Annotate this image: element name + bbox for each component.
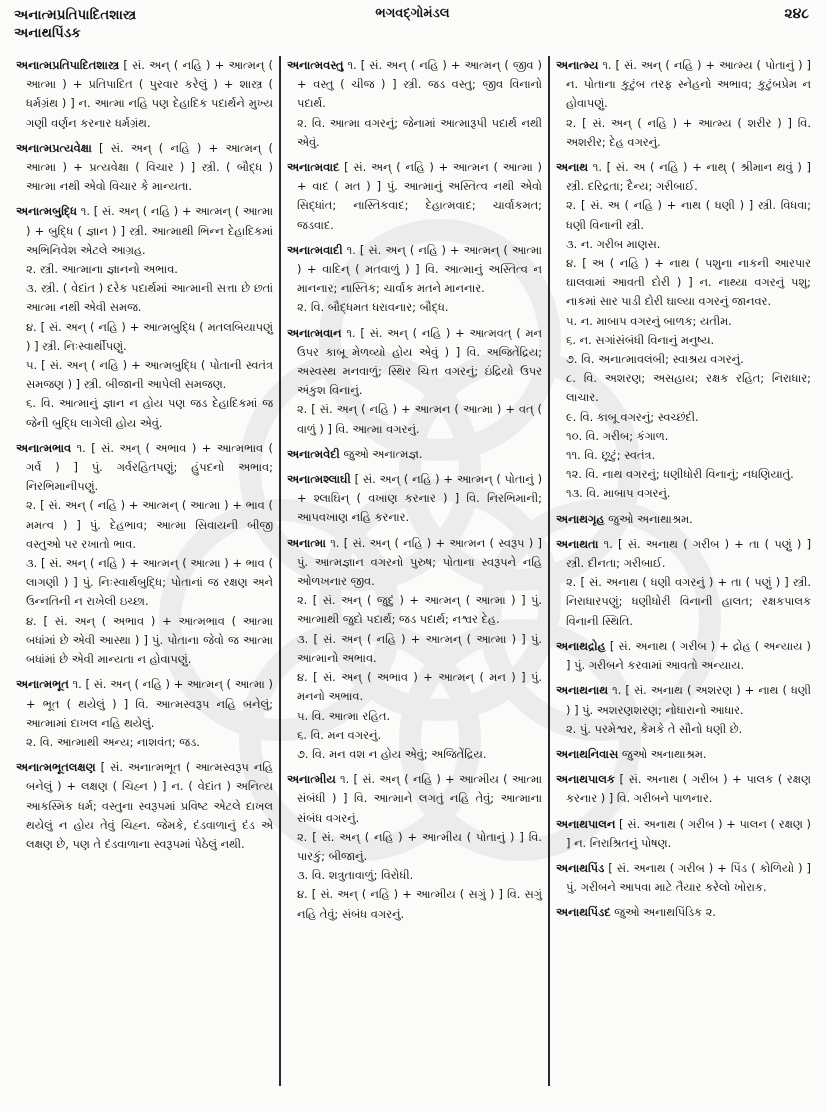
entry-sense — [287, 828, 542, 866]
sense-text: ૨. [ સં. અન્ ( નહિ ) + આત્મીય ( પોતાનું ) ] વિ. પારકું; બીજાનું. — [297, 829, 542, 863]
entry-headword: અનાથપાલક — [556, 772, 615, 787]
entry-first-sense — [16, 56, 273, 133]
entry-first-sense — [556, 535, 811, 573]
entry-first-sense — [556, 815, 811, 853]
entry-headword: અનાથતા — [556, 536, 599, 551]
sense-text: ૨. પું. પરમેશ્વર, કેમકે તે સૌનો ધણી છે. — [566, 721, 743, 736]
sense-text: ૧. [ સં. અન્ ( અભાવ ) + આત્મભાવ ( ગર્વ ) ] પું. ગર્વરહિતપણું; હુંપદનો અભાવ; નિરભિમાનીપણું. — [26, 440, 273, 494]
sense-text: ૧. [ સં. અન્ ( નહિ ) + આત્મ્ય ( પોતાનું ) ] ન. પોતાના કુટુંબ તરફ સ્નેહનો અભાવ; કુટુંબપ્રેમ ન હોવાપણું. — [566, 58, 812, 111]
sense-text: ૧. [ સં. અન્ ( નહિ ) + આત્મન્ ( આત્મા ) + વાદિન્ ( મતવાળું ) ] વિ. આત્માનું અસ્તિત્વ ન માનનાર; નાસ્તિક; ચાર્વાક મતને માનનાર. — [297, 242, 542, 296]
entry-first-sense — [287, 241, 542, 299]
dictionary-entry — [287, 158, 542, 235]
sense-text: [ સં. અનાથ ( ગરીબ ) + દ્રોહ ( અન્યાય ) ] પું. ગરીબને કરવામાં આવતો અન્યાય. — [566, 638, 811, 673]
page-number: ૨૪૮ — [784, 6, 809, 22]
entry-first-sense — [287, 158, 542, 235]
sense-text: [ સં. અન્ ( નહિ ) + આત્મન ( આત્મા ) + વાદ ( મત ) ] પું. આત્માનું અસ્તિત્વ નથી એવો સિદ્ધાંત; નાસ્તિકવાદ; દેહાત્મવાદ; ચાર્વાકમત; જડવાદ. — [297, 160, 543, 232]
entry-sense — [556, 446, 811, 465]
sense-text: [ સં. અન્ ( નહિ ) + આત્મન્ ( આત્મા ) + પ્રત્યવેક્ષા ( વિચાર ) ] સ્ત્રી. ( બૌદ્ધ ) આત્મા નથી એવો વિચાર કે માન્યતા. — [26, 140, 273, 194]
guide-word-first: અનાત્મપ્રતિપાદિતશાસ્ત્ર — [14, 7, 137, 23]
entry-first-sense — [287, 445, 542, 464]
entry-first-sense — [16, 202, 273, 260]
entry-sense — [556, 408, 811, 427]
sense-text: ૪. [ સં. અન્ ( નહિ ) + આત્મીય ( સગું ) ] વિ. સગું નહિ તેવું; સંબંધ વગરનું. — [297, 887, 542, 921]
sense-text: ૪. [ સં. અન્ ( નહિ ) + આત્મબુદ્ધિ ( મતલબિયાપણું ) ] સ્ત્રી. નિઃસ્વાર્થીપણું. — [26, 319, 273, 353]
dictionary-entry — [556, 56, 811, 152]
entry-headword: અનાત્મવાદ — [287, 160, 340, 175]
entry-first-sense — [556, 903, 811, 922]
sense-text: [ સં. અનાત્મભૂત ( આત્મસ્વરૂપ નહિ બનેલું ) + લક્ષણ ( ચિહ્ન ) ] ન. ( વેદાંત ) અનિત્ય આકસ્મિક ધર્મ; વસ્તુના સ્વરૂપમાં પ્રવિષ્ટ એટલે દાખલ થયેલું ન હોય તેવું ચિહ્ન. જેમકે, દંડવાળાનું દંડ એ લક્ષણ છે, પણ તે દંડવાળાના સ્વરૂપમાં પેઠેલું નથી. — [26, 760, 273, 851]
dictionary-entry — [287, 241, 542, 318]
page-header — [0, 0, 825, 56]
dictionary-entry — [556, 745, 811, 764]
entry-first-sense — [556, 770, 811, 808]
entry-sense — [556, 331, 811, 350]
entry-headword: અનાત્મપ્રતિપાદિતશાસ્ત્ર — [16, 58, 120, 72]
entry-sense — [556, 369, 811, 407]
sense-text: ૪. [ સં. અન્ ( અભાવ ) + આત્મભાવ ( આત્મા બધાંમાં છે એવી આસ્થા ) ] પું. પોતાના જેવો જ આત્મા બધાંમાં છે એવી માન્યતા ન હોવાપણું. — [26, 613, 273, 667]
dictionary-entry — [16, 439, 273, 669]
entry-first-sense — [287, 56, 542, 114]
entry-first-sense — [556, 510, 811, 529]
column-3 — [548, 56, 817, 1086]
sense-text: ૫. [ સં. અન્ ( નહિ ) + આત્મબુદ્ધિ ( પોતાની સ્વતંત્ર સમજણ ) ] સ્ત્રી. બીજાની આપેલી સમજણ. — [26, 358, 273, 392]
entry-sense — [16, 394, 273, 432]
entry-headword: અનાત્મવેદી — [287, 446, 340, 461]
sense-text: ૨. [ સં. અન્ ( નહિ ) + આત્મન્ ( આત્મા ) + ભાવ ( મમત્વ ) ] પું. દેહભાવ; આત્મા સિવાયની બીજી વસ્તુઓ પર રખાતો ભાવ. — [26, 498, 273, 551]
entry-headword: અનાત્મીય — [287, 772, 336, 787]
sense-text: ૨. [ સં. અન્ ( નહિ ) + આત્મન ( આત્મા ) + વત્ ( વાળું ) ] વિ. આત્મા વગરનું. — [297, 402, 542, 436]
sense-text: ૨. [ સં. અન્ ( નહિ ) + આત્મ્ય ( શરીર ) ] વિ. અશરીર; દેહ વગરનું. — [566, 115, 811, 149]
dictionary-entry — [287, 470, 542, 528]
sense-text: ૩. ન. ગરીબ માણસ. — [566, 236, 661, 251]
entry-sense — [287, 298, 542, 317]
entry-first-sense — [287, 534, 542, 592]
dictionary-columns — [10, 56, 818, 1086]
entry-headword: અનાથગૃહ — [556, 511, 605, 526]
sense-text: [ સં. અન્ ( નહિ ) + આત્મન્ ( આત્મા ) + પ્રતિપાદિત ( પુરવાર કરેલું ) + શાસ્ત્ર ( ધર્મગ્રંથ ) ] ન. આત્મા નહિ પણ દેહાદિક પદાર્થને મુખ્ય ગણી વર્ણન કરનાર ધર્મગ્રંથ. — [26, 58, 274, 130]
entry-first-sense — [287, 470, 542, 528]
entry-sense — [556, 235, 811, 254]
entry-headword: અનાત્મવાદી — [287, 242, 343, 257]
sense-text: ૧. [ સં. અ ( નહિ ) + નાથ્ ( શ્રીમાન થવું ) ] સ્ત્રી. દરિદ્રતા; દૈન્ય; ગરીબાઈ. — [566, 160, 811, 194]
dictionary-entry — [556, 903, 811, 922]
entry-headword: અનાત્મપ્રત્યવેક્ષા — [16, 140, 92, 155]
entry-headword: અનાત્મવાન — [287, 325, 342, 340]
sense-text: ૫. ન. માબાપ વગરનું બાળક; યતીમ. — [566, 313, 732, 328]
sense-text: ૧૧. વિ. છૂટું; સ્વતંત્ર. — [566, 448, 656, 463]
sense-text: ૪. [ અ ( નહિ ) + નાથ ( પશુના નાકની આરપાર ઘાલવામાં આવતી દોરી ) ] ન. નાથ્યા વગરનું પશુ; નાકમાં સાર પાડી દોરી ઘાલ્યા વગરનું જાનવર. — [566, 256, 811, 309]
entry-first-sense — [556, 745, 811, 764]
sense-text: [ સં. અનાથ ( ગરીબ ) + પિંડ ( કોળિયો ) ] પું. ગરીબને આપવા માટે તૈયાર કરેલો ખોરાક. — [566, 860, 811, 895]
sense-text: ૪. [ સં. અન્ ( અભાવ ) + આત્મન્ ( મન ) ] પું. મનનો અભાવ. — [297, 670, 542, 704]
dictionary-entry — [556, 158, 811, 504]
entry-first-sense — [556, 56, 811, 114]
dictionary-entry — [16, 56, 273, 133]
sense-text: ૬. વિ. આત્માનું જ્ઞાન ન હોય પણ જડ દેહાદિકમાં જ જેની બુદ્ધિ લાગેલી હોય એવું. — [26, 396, 273, 430]
sense-text: ૧. [ સં. અન્ ( નહિ ) + આત્મન્ ( આત્મા ) + બુદ્ધિ ( જ્ઞાન ) ] સ્ત્રી. આત્માથી ભિન્ન દેહાદિકમાં અભિનિવેશ એટલે આગ્રહ. — [26, 204, 273, 257]
entry-sense — [556, 484, 811, 503]
entry-first-sense — [556, 158, 811, 196]
entry-sense — [287, 668, 542, 706]
sense-text: [ સં. અન્ ( નહિ ) + આત્મન્ ( પોતાનું ) + શ્લાઘિન્ ( વખાણ કરનાર ) ] વિ. નિરભિમાની; આપવખાણ નહિ કરનાર. — [297, 472, 543, 525]
sense-text: ૧૩. વિ. માબાપ વગરનું. — [566, 486, 671, 501]
entry-sense — [556, 720, 811, 739]
dictionary-entry — [287, 534, 542, 764]
column-2 — [279, 56, 548, 1086]
dictionary-entry — [556, 535, 811, 631]
entry-headword: અનાથનિવાસ — [556, 746, 619, 761]
entry-headword: અનાત્મભૂતલક્ષણ — [16, 760, 96, 775]
sense-text: ૨. વિ. બૌદ્ધમત ધરાવનાર; બૌદ્ધ. — [297, 300, 449, 315]
entry-sense — [556, 114, 811, 152]
dictionary-entry — [287, 770, 542, 924]
entry-first-sense — [16, 675, 273, 733]
sense-text: ૧. [ સં. અન્ ( નહિ ) + આત્મીય ( આત્મા સંબંધી ) ] વિ. આત્માને લગતું નહિ તેવું; આત્માના સંબંધ વગરનું. — [297, 772, 543, 825]
book-title: ભગવદ્ગોમંડલ — [375, 6, 450, 21]
entry-first-sense — [287, 770, 542, 828]
sense-text: ૧૦. વિ. ગરીબ; કંગાળ. — [566, 428, 669, 443]
sense-text: ૨. [ સં. અન્ ( જુદું ) + આત્મન્ ( આત્મા ) ] પું. આત્માથી જુદો પદાર્થ; જડ પદાર્થ; નશ્વર દેહ. — [297, 593, 542, 627]
entry-sense — [287, 400, 542, 438]
sense-text: જુઓ અનાથાશ્રમ. — [621, 746, 707, 761]
entry-headword: અનાથનાથ — [556, 683, 609, 698]
sense-text: ૭. વિ. મન વશ ન હોય એવું; અજિતેંદ્રિય. — [297, 746, 487, 761]
sense-text: ૬. ન. સગાંસંબંધી વિનાનું મનુષ્ય. — [566, 332, 715, 347]
dictionary-entry — [16, 202, 273, 432]
entry-headword: અનાત્મવસ્તુ — [287, 58, 344, 72]
entry-sense — [287, 745, 542, 764]
entry-first-sense — [556, 859, 811, 897]
entry-sense — [287, 885, 542, 923]
entry-first-sense — [556, 681, 811, 719]
dictionary-entry — [287, 445, 542, 464]
entry-sense — [16, 554, 273, 612]
dictionary-entry — [287, 324, 542, 439]
sense-text: ૧. [ સં. અન્ ( નહિ ) + આત્મન ( સ્વરૂપ ) ] પું. આત્મજ્ઞાન વગરનો પુરુષ; પોતાના સ્વરૂપને નહિ ઓળખનાર જીવ. — [297, 535, 542, 589]
sense-text: ૩. વિ. શત્રુતાવાળું; વિરોધી. — [297, 868, 414, 883]
entry-first-sense — [287, 324, 542, 401]
entry-sense — [556, 350, 811, 369]
sense-text: ૨. સ્ત્રી. આત્માના જ્ઞાનનો અભાવ. — [26, 262, 178, 277]
sense-text: ૩. [ સં. અન્ ( નહિ ) + આત્મન્ ( આત્મા ) + ભાવ ( લાગણી ) ] પું. નિઃસ્વાર્થબુદ્ધિ; પોતાનાં જ રક્ષણ અને ઉન્નતિની ન રાખેલી ઇચ્છા. — [26, 556, 273, 609]
sense-text: ૧. [ સં. અનાથ ( અશરણ ) + નાથ ( ધણી ) ] પું. અશરણશરણ; નોધારાનો આધાર. — [566, 683, 811, 717]
entry-headword: અનાત્મબુદ્ધિ — [16, 204, 78, 219]
sense-text: [ સં. અનાથ ( ગરીબ ) + પાલક ( રક્ષણ કરનાર ) ] વિ. ગરીબને પાળનાર. — [566, 772, 811, 806]
dictionary-entry — [556, 770, 811, 808]
entry-sense — [287, 707, 542, 726]
sense-text: ૧૨. વિ. નાથ વગરનું; ધણીધોરી વિનાનું; નધણિયાતું. — [566, 467, 794, 482]
sense-text: ૨. વિ. આત્મા વગરનું; જેનામાં આત્મારૂપી પદાર્થ નથી એવું. — [297, 115, 542, 149]
entry-sense — [556, 254, 811, 312]
sense-text: જુઓ અનાથપિંડિક ૨. — [614, 905, 716, 920]
entry-headword: અનાથ — [556, 160, 589, 175]
entry-first-sense — [16, 758, 273, 854]
dictionary-entry — [16, 675, 273, 752]
dictionary-entry — [556, 681, 811, 739]
entry-headword: અનાત્મ્ય — [556, 58, 599, 72]
sense-text: ૨. [ સં. અ ( નહિ ) + નાથ ( ધણી ) ] સ્ત્રી. વિધવા; ધણી વિનાની સ્ત્રી. — [566, 198, 811, 232]
sense-text: ૨. [ સં. અનાથ ( ધણી વગરનું ) + તા ( પણું ) ] સ્ત્રી. નિરાધારપણું; ધણીધોરી વિનાની હાલત; રક્ષકપાલક વિનાની સ્થિતિ. — [566, 575, 811, 628]
entry-sense — [16, 496, 273, 554]
column-1 — [10, 56, 279, 1086]
entry-sense — [16, 279, 273, 317]
entry-headword: અનાત્મભાવ — [16, 440, 72, 455]
sense-text: ૯. વિ. કાબૂ વગરનું; સ્વચ્છંદી. — [566, 409, 699, 424]
sense-text: ૩. [ સં. અન્ ( નહિ ) + આત્મન્ ( આત્મા ) ] પું. આત્માનો અભાવ. — [297, 631, 542, 665]
sense-text: ૧. [ સં. અન્ ( નહિ ) + આત્મવત્ ( મન ઉપર કાબૂ મેળવ્યો હોય એવું ) ] વિ. અજિતેંદ્રિય; અસ્વસ્થ મનવાળું; સ્થિર ચિત્ત વગરનું; ઇંદ્રિયો ઉપર અંકુશ વિનાનું. — [297, 325, 542, 398]
entry-sense — [16, 612, 273, 670]
entry-headword: અનાથદ્રોહ — [556, 638, 606, 653]
sense-text: ૩. સ્ત્રી. ( વેદાંત ) દરેક પદાર્થમાં આત્માની સત્તા છે છતાં આત્મા નથી એવી સમજ. — [26, 281, 273, 315]
sense-text: ૭. વિ. અનાત્માવલંબી; સ્વાશ્રય વગરનું. — [566, 352, 744, 367]
sense-text: ૧. [ સં. અન્ ( નહિ ) + આત્મન્ ( જીવ ) + વસ્તુ ( ચીજ ) ] સ્ત્રી. જડ વસ્તુ; જીવ વિનાનો પદાર્થ. — [297, 58, 542, 111]
entry-sense — [287, 630, 542, 668]
dictionary-entry — [16, 758, 273, 854]
entry-sense — [287, 591, 542, 629]
dictionary-entry — [16, 139, 273, 197]
entry-sense — [556, 312, 811, 331]
entry-sense — [556, 465, 811, 484]
entry-headword: અનાત્મશ્લાઘી — [287, 472, 351, 487]
entry-sense — [16, 260, 273, 279]
entry-sense — [16, 356, 273, 394]
entry-sense — [556, 573, 811, 631]
entry-sense — [556, 427, 811, 446]
sense-text: જુઓ અનાથાશ્રમ. — [608, 511, 693, 526]
sense-text: ૧. [ સં. અન્ ( નહિ ) + આત્મન્ ( આત્મા ) + ભૂત ( થયેલું ) ] વિ. આત્મસ્વરૂપ નહિ બનેલું; આત્મામાં દાખલ નહિ થયેલું. — [26, 677, 273, 730]
dictionary-entry — [556, 637, 811, 675]
sense-text: ૮. વિ. અશરણ; અસહાય; રક્ષક રહિત; નિરાધાર; લાચાર. — [566, 371, 811, 405]
entry-first-sense — [16, 139, 273, 197]
dictionary-entry — [556, 859, 811, 897]
entry-headword: અનાત્મા — [287, 535, 326, 550]
entry-sense — [287, 726, 542, 745]
entry-headword: અનાત્મભૂત — [16, 677, 69, 692]
sense-text: ૫. વિ. આત્મા રહિત. — [297, 708, 391, 723]
entry-headword: અનાથપાલન — [556, 816, 616, 831]
entry-first-sense — [556, 637, 811, 675]
sense-text: ૨. વિ. આત્માથી અન્ય; નાશવંત; જડ. — [26, 734, 200, 749]
entry-sense — [556, 196, 811, 234]
entry-sense — [287, 114, 542, 152]
dictionary-entry — [556, 815, 811, 853]
entry-sense — [287, 866, 542, 885]
sense-text: [ સં. અનાથ ( ગરીબ ) + પાલન ( રક્ષણ ) ] ન. નિરાશ્રિતનું પોષણ. — [566, 816, 811, 850]
entry-headword: અનાથપિંડદ — [556, 905, 611, 920]
entry-first-sense — [16, 439, 273, 497]
dictionary-entry — [556, 510, 811, 529]
sense-text: જુઓ અનાત્મજ્ઞ. — [343, 446, 423, 461]
dictionary-entry — [287, 56, 542, 152]
entry-headword: અનાથપિંડ — [556, 860, 605, 875]
sense-text: ૬. વિ. મન વગરનું. — [297, 727, 382, 742]
guide-word-last: અનાથપિંડક — [14, 25, 81, 41]
entry-sense — [16, 733, 273, 752]
sense-text: ૧. [ સં. અનાથ ( ગરીબ ) + તા ( પણું ) ] સ્ત્રી. દીનતા; ગરીબાઈ. — [566, 536, 812, 571]
entry-sense — [16, 318, 273, 356]
